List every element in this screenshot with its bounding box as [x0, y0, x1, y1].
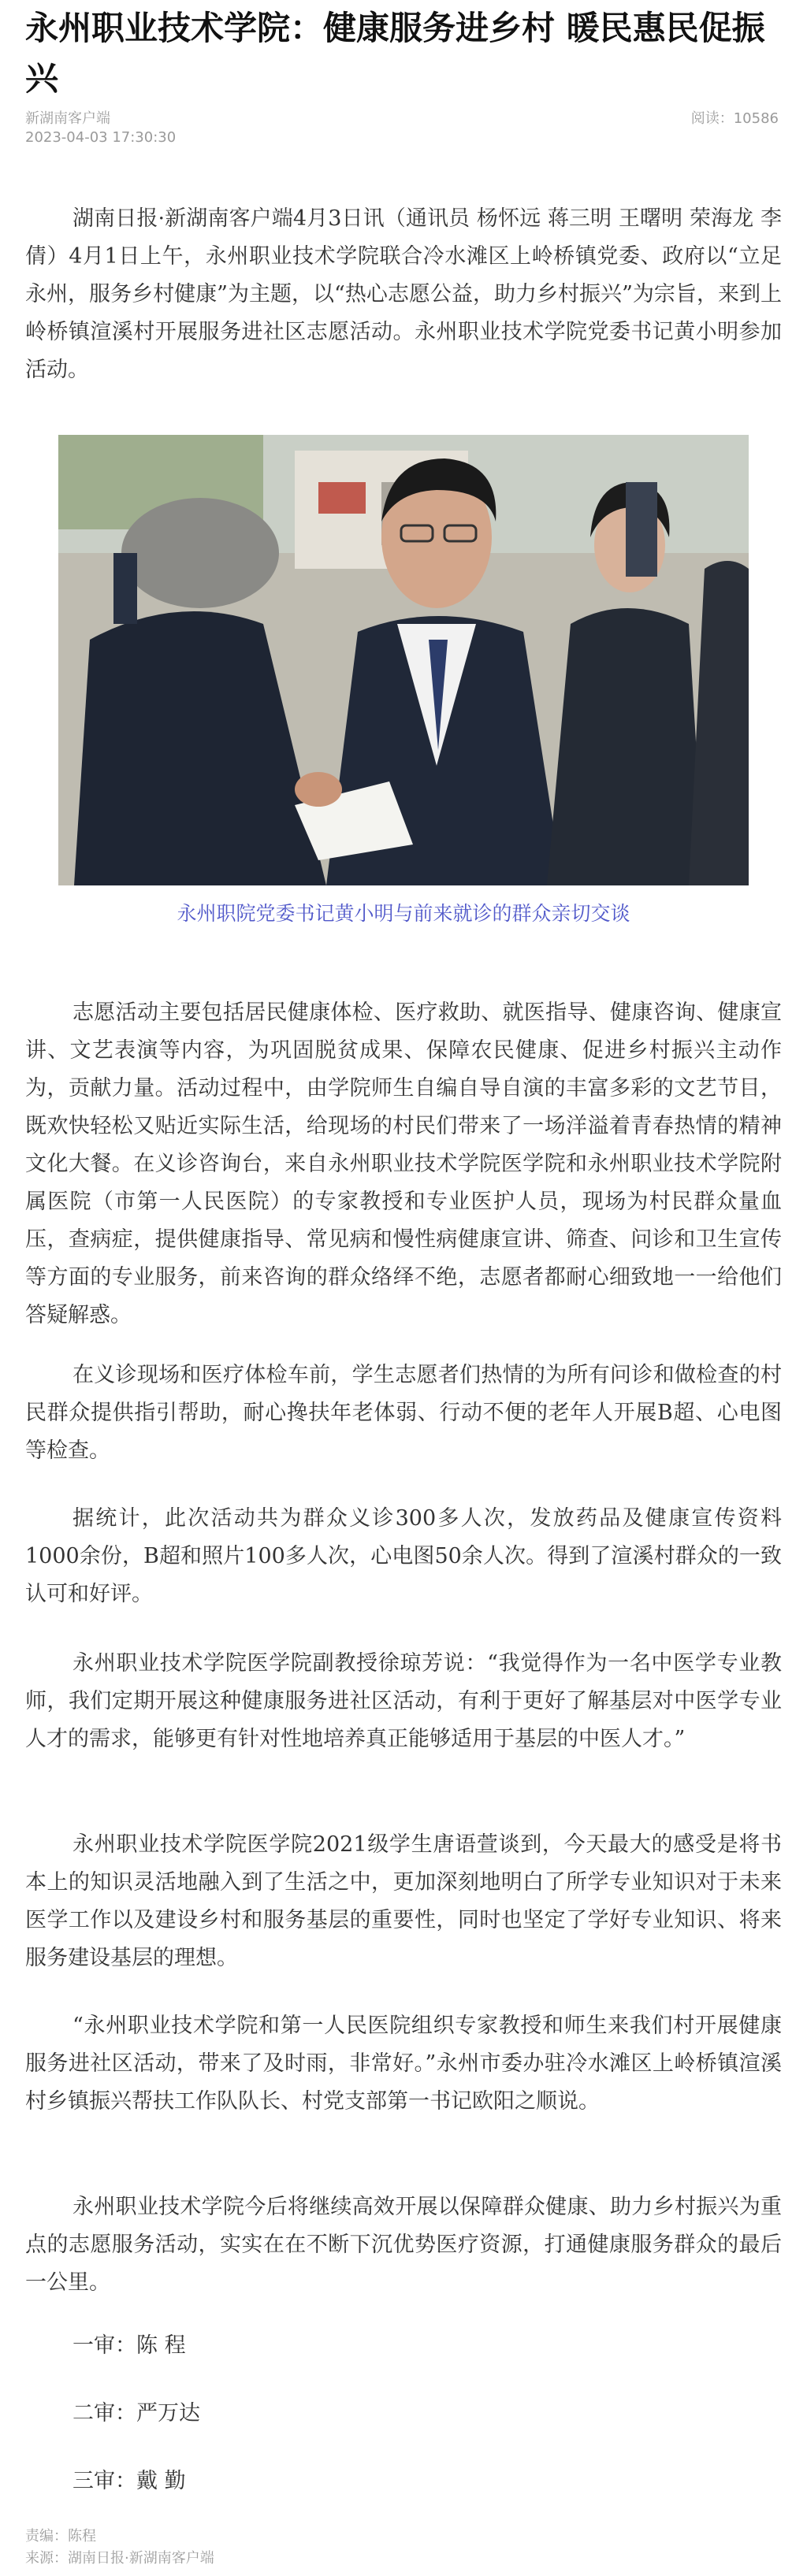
article-meta: [25, 107, 782, 154]
article-paragraph: 永州职业技术学院医学院2021级学生唐语萱谈到，今天最大的感受是将书本上的知识灵活地融入到了生活之中，更加深刻地明白了所学专业知识对于未来医学工作以及建设乡村和服务基层的重要性，同时也坚定了学好专业知识、将来服务建设基层的理想。: [25, 1832, 782, 1970]
article-photo[interactable]: [58, 435, 749, 885]
article-paragraph: 永州职业技术学院医学院副教授徐琼芳说：“我觉得作为一名中医学专业教师，我们定期开展这种健康服务进社区活动，有利于更好了解基层对中医学专业人才的需求，能够更有针对性地培养真正能够适用于基层的中医人才。”: [25, 1651, 782, 1751]
article-paragraph: 永州职业技术学院今后将继续高效开展以保障群众健康、助力乡村振兴为重点的志愿服务活动，实实在在不断下沉优势医疗资源，打通健康服务群众的最后一公里。: [25, 2195, 782, 2295]
article-paragraph: 据统计，此次活动共为群众义诊300多人次，发放药品及健康宣传资料1000余份，B超和照片100多人次，心电图50余人次。得到了渲溪村群众的一致认可和好评。: [25, 1506, 782, 1606]
article-paragraph: 在义诊现场和医疗体检车前，学生志愿者们热情的为所有问诊和做检查的村民群众提供指引帮助，耐心搀扶年老体弱、行动不便的老年人开展B超、心电图等检查。: [25, 1363, 782, 1463]
editor-credit: 责编：陈程: [25, 2528, 96, 2544]
third-review: 三审：戴 勤: [73, 2469, 186, 2493]
article-paragraph: 志愿活动主要包括居民健康体检、医疗救助、就医指导、健康咨询、健康宣讲、文艺表演等内容，为巩固脱贫成果、保障农民健康、促进乡村振兴主动作为，贡献力量。活动过程中，由学院师生自编自导自演的丰富多彩的文艺节目，既欢快轻松又贴近实际生活，给现场的村民们带来了一场洋溢着青春热情的精神文化大餐。在义诊咨询台，来自永州职业技术学院医学院和永州职业技术学院附属医院（市第一人民医院）的专家教授和专业医护人员，现场为村民群众量血压，查病症，提供健康指导、常见病和慢性病健康宣讲、筛查、问诊和卫生宣传等方面的专业服务，前来咨询的群众络绎不绝，志愿者都耐心细致地一一给他们答疑解惑。: [25, 1000, 782, 1327]
photo-illustration: [58, 435, 749, 885]
second-review: 二审：严万达: [73, 2401, 200, 2426]
source-label[interactable]: 新湖南客户端: [25, 110, 110, 127]
photo-caption: 永州职院党委书记黄小明与前来就诊的群众亲切交谈: [177, 902, 630, 925]
read-count: 阅读：10586: [690, 110, 779, 127]
publish-date: 2023-04-03 17:30:30: [25, 129, 177, 146]
first-review: 一审：陈 程: [73, 2333, 186, 2358]
source-credit: 来源：湖南日报·新湖南客户端: [25, 2550, 214, 2567]
article-paragraph: “永州职业技术学院和第一人民医院组织专家教授和师生来我们村开展健康服务进社区活动，带来了及时雨，非常好。”永州市委办驻冷水滩区上岭桥镇渲溪村乡镇振兴帮扶工作队队长、村党支部第一书记欧阳之顺说。: [25, 2014, 782, 2114]
article-title: 永州职业技术学院：健康服务进乡村 暖民惠民促振兴: [25, 9, 765, 98]
article-paragraph: 湖南日报·新湖南客户端4月3日讯（通讯员 杨怀远 蒋三明 王曙明 荣海龙 李倩）4月1日上午，永州职业技术学院联合冷水滩区上岭桥镇党委、政府以“立足永州，服务乡村健康”为主题，以“热心志愿公益，助力乡村振兴”为宗旨，来到上岭桥镇渲溪村开展服务进社区志愿活动。永州职业技术学院党委书记黄小明参加活动。: [25, 206, 782, 382]
